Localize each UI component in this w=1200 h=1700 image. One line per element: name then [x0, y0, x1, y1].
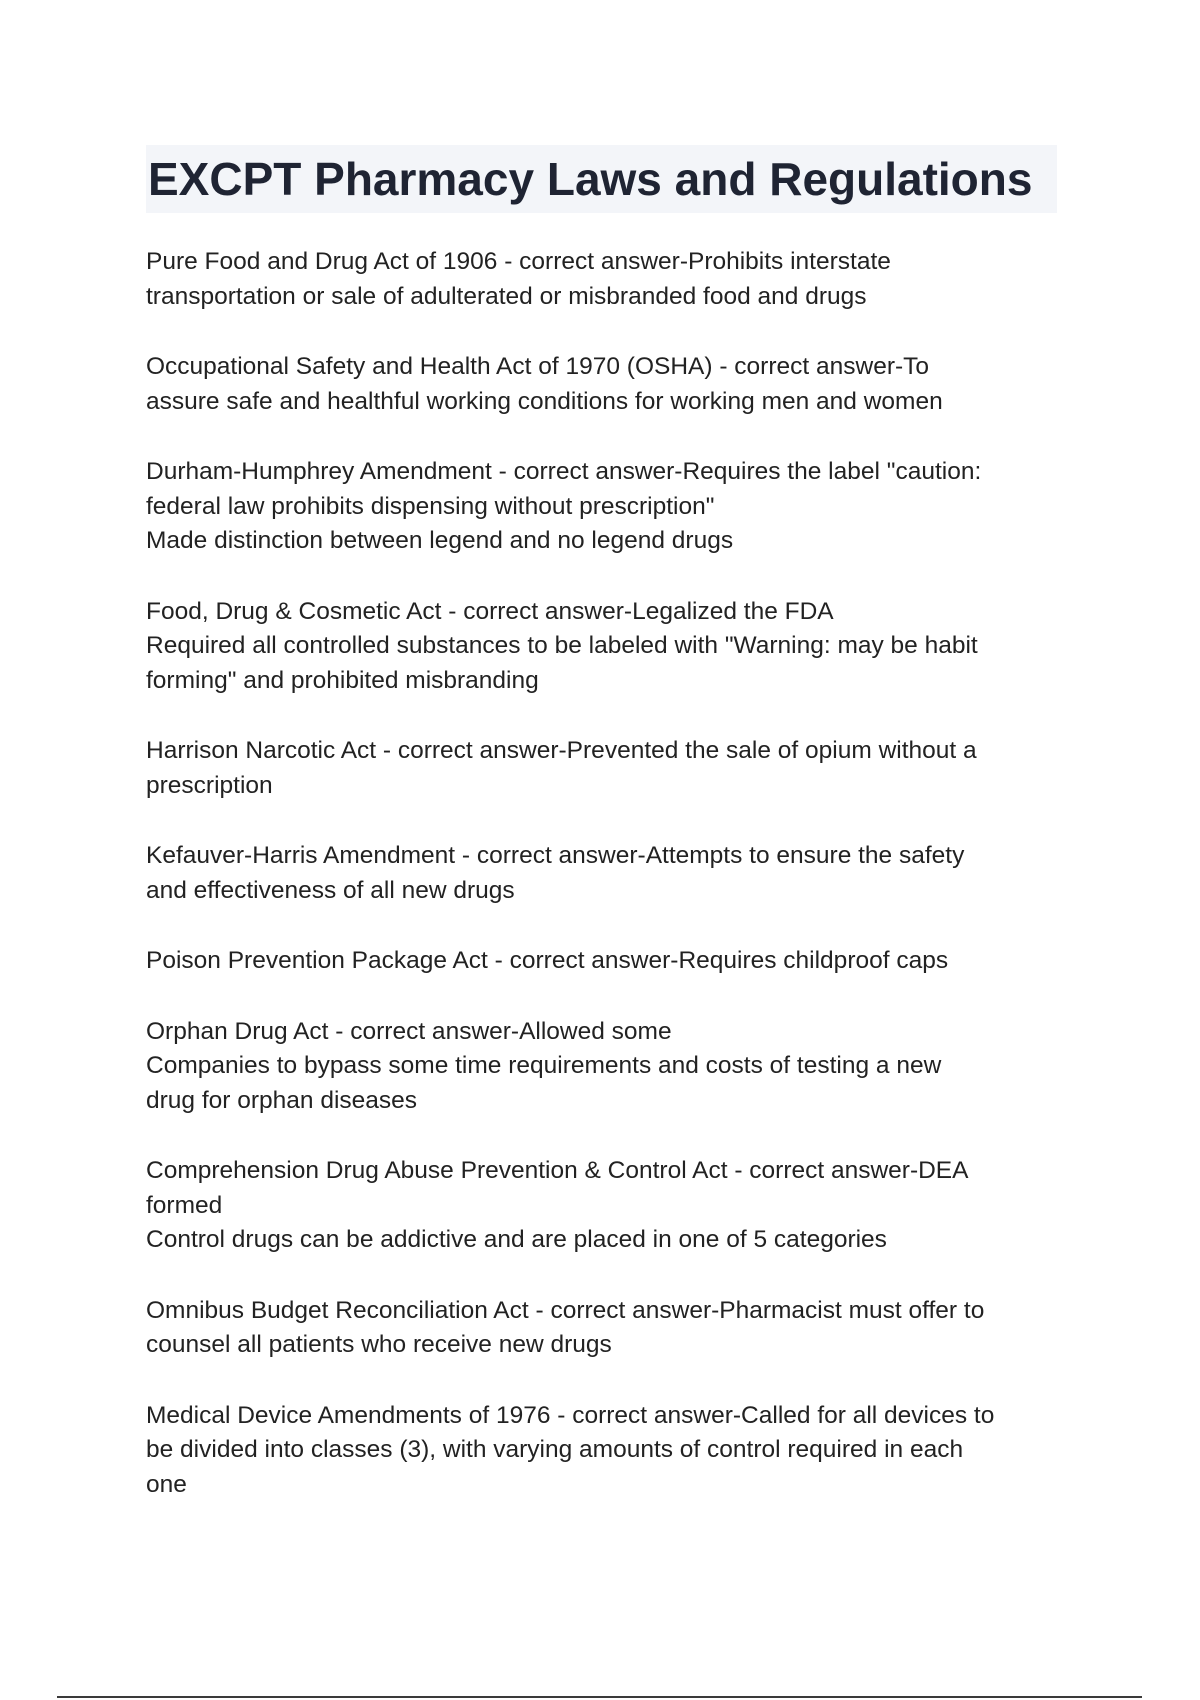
- item-text-line: Companies to bypass some time requirements and costs of testing a new: [146, 1052, 942, 1079]
- item-text-line: Harrison Narcotic Act - correct answer-Prevented the sale of opium without a: [146, 737, 977, 764]
- list-item: [146, 839, 1066, 908]
- list-item: [146, 455, 1066, 559]
- item-text-line: Food, Drug & Cosmetic Act - correct answer-Legalized the FDA: [146, 597, 834, 625]
- qa-list: [146, 245, 1066, 1538]
- item-text-line: and effectiveness of all new drugs: [146, 876, 515, 904]
- item-text-line: Omnibus Budget Reconciliation Act - correct answer-Pharmacist must offer to: [146, 1296, 985, 1324]
- item-text-line: Pure Food and Drug Act of 1906 - correct answer-Prohibits interstate: [146, 248, 891, 275]
- item-text-line: formed: [146, 1191, 223, 1219]
- item-text-line: Kefauver-Harris Amendment - correct answer-Attempts to ensure the safety: [146, 842, 965, 869]
- item-text-line: Occupational Safety and Health Act of 1970 (OSHA) - correct answer-To: [146, 353, 930, 380]
- item-text-line: prescription: [146, 771, 273, 799]
- item-text-line: drug for orphan diseases: [146, 1086, 418, 1114]
- list-item: [146, 734, 1066, 803]
- footer-divider: [57, 1696, 1142, 1698]
- item-text-line: counsel all patients who receive new drugs: [146, 1331, 612, 1358]
- list-item: [146, 944, 1066, 979]
- item-text-line: Poison Prevention Package Act - correct answer-Requires childproof caps: [146, 947, 949, 974]
- item-text-line: Comprehension Drug Abuse Prevention & Control Act - correct answer-DEA: [146, 1157, 969, 1184]
- item-text-line: Required all controlled substances to be labeled with "Warning: may be habit: [146, 632, 978, 659]
- item-text-line: assure safe and healthful working conditions for working men and women: [146, 387, 943, 415]
- list-item: [146, 1154, 1066, 1258]
- item-text-line: be divided into classes (3), with varying amounts of control required in each: [146, 1436, 964, 1463]
- item-text-line: one: [146, 1470, 187, 1498]
- list-item: [146, 1015, 1066, 1119]
- item-text-line: Durham-Humphrey Amendment - correct answer-Requires the label "caution:: [146, 458, 982, 485]
- page-title: EXCPT Pharmacy Laws and Regulations: [148, 153, 1033, 205]
- item-text-line: federal law prohibits dispensing without prescription": [146, 492, 715, 520]
- list-item: [146, 245, 1066, 314]
- item-text-line: transportation or sale of adulterated or misbranded food and drugs: [146, 282, 867, 310]
- title-banner: [146, 145, 1057, 213]
- item-text-line: forming" and prohibited misbranding: [146, 666, 539, 694]
- list-item: [146, 1294, 1066, 1363]
- list-item: [146, 350, 1066, 419]
- item-text-line: Orphan Drug Act - correct answer-Allowed some: [146, 1017, 672, 1045]
- list-item: [146, 1399, 1066, 1503]
- item-text-line: Medical Device Amendments of 1976 - correct answer-Called for all devices to: [146, 1401, 995, 1429]
- list-item: [146, 595, 1066, 699]
- item-text-line: Control drugs can be addictive and are placed in one of 5 categories: [146, 1226, 887, 1253]
- item-text-line: Made distinction between legend and no legend drugs: [146, 527, 734, 554]
